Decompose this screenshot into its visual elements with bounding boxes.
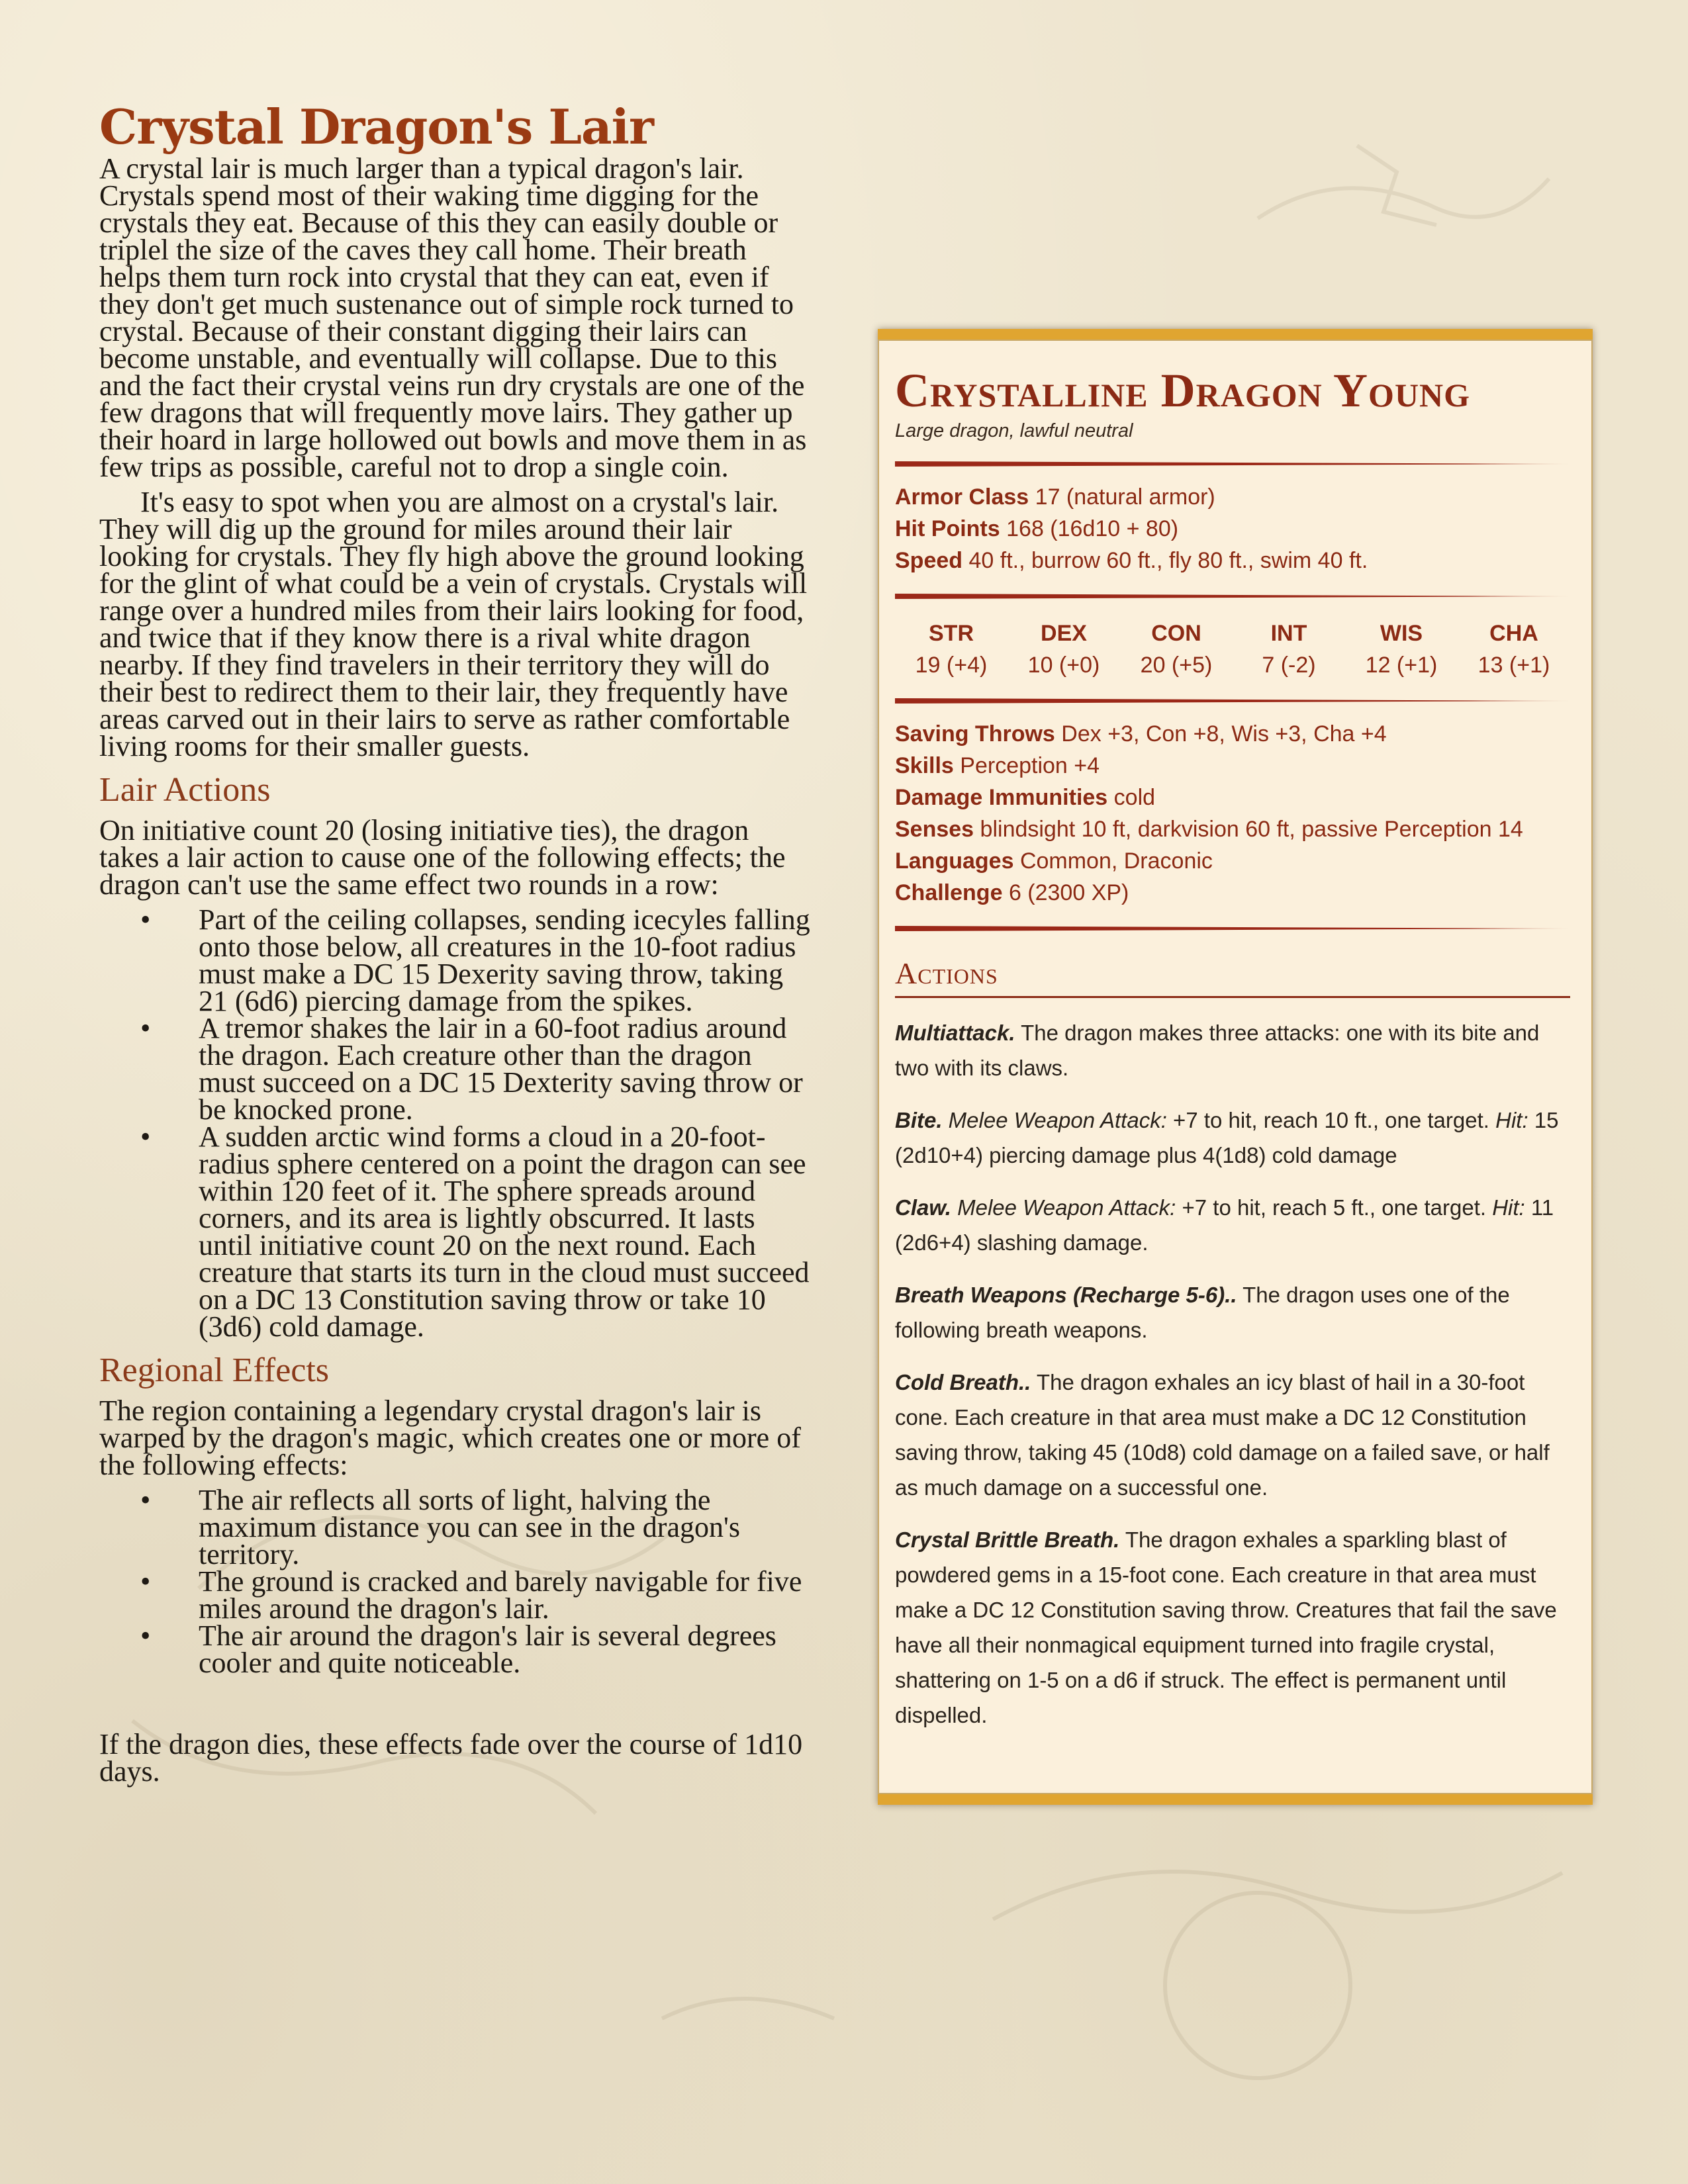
lair-actions-intro: On initiative count 20 (losing initiative ties), the dragon takes a lair action to cause one of the following effects; the dragon can't use the same effect two rounds in a row: <box>99 814 786 901</box>
action-cold-breath: Cold Breath.. The dragon exhales an icy blast of hail in a 30-foot cone. Each creature in that area must make a DC 12 Constitution saving throw, taking 45 (10d8) cold damage on a failed save, or half as much damage on a successful one. <box>895 1370 1550 1500</box>
list-item: • The air reflects all sorts of light, halving the maximum distance you can see in the dragon's territory. <box>199 1486 814 1568</box>
regional-effects-outro: If the dragon dies, these effects fade over the course of 1d10 days. <box>99 1728 803 1788</box>
main-column <box>99 99 814 1788</box>
actions-heading: Actions <box>895 954 1570 998</box>
regional-effects-intro: The region containing a legendary crystal dragon's lair is warped by the dragon's magic, which creates one or more of the following effects: <box>99 1394 801 1481</box>
divider <box>895 461 1570 467</box>
ability-con: CON 20 (+5) <box>1140 621 1213 678</box>
ability-scores <box>895 614 1570 681</box>
armor-class: Armor Class 17 (natural armor) <box>895 484 1215 510</box>
intro-paragraph-1: A crystal lair is much larger than a typical dragon's lair. Crystals spend most of their waking time digging for the crystals they eat. Because of this they can easily double or triplel the size of the caves they call home. Their breath helps them turn rock into crystal that they can eat, even if they don't get much sustenance out of simple rock turned to crystal. Because of their constant digging their lairs can become unstable, and eventually will collapse. Due to this and the fact their crystal veins run dry crystals are one of the few dragons that will frequently move lairs. They gather up their hoard in large hollowed out bowls and move them in as few trips as possible, careful not to drop a single coin. <box>99 152 807 483</box>
action-crystal-brittle-breath: Crystal Brittle Breath. The dragon exhales a sparkling blast of powdered gems in a 15-foot cone. Each creature in that area must make a DC 12 Constitution saving throw. Creatures that fail the save have all their nonmagical equipment turned into fragile crystal, shattering on 1-5 on a d6 if struck. The effect is permanent until dispelled. <box>895 1527 1557 1727</box>
action-bite: Bite. Melee Weapon Attack: +7 to hit, reach 10 ft., one target. Hit: 15 (2d10+4) piercing damage plus 4(1d8) cold damage <box>895 1108 1559 1167</box>
saving-throws: Saving Throws Dex +3, Con +8, Wis +3, Cha +4 <box>895 721 1387 747</box>
regional-effects-heading: Regional Effects <box>99 1351 330 1389</box>
creature-name: Crystalline Dragon Young <box>895 364 1471 417</box>
page-title: Crystal Dragon's Lair <box>99 99 653 155</box>
action-claw: Claw. Melee Weapon Attack: +7 to hit, reach 5 ft., one target. Hit: 11 (2d6+4) slashing damage. <box>895 1195 1554 1255</box>
list-item: • A tremor shakes the lair in a 60-foot radius around the dragon. Each creature other than the dragon must succeed on a DC 15 Dexterity saving throw or be knocked prone. <box>199 1015 814 1123</box>
ability-dex: DEX 10 (+0) <box>1027 621 1100 678</box>
damage-immunities: Damage Immunities cold <box>895 785 1156 810</box>
stat-block <box>878 329 1593 1805</box>
divider <box>895 926 1570 931</box>
creature-type: Large dragon, lawful neutral <box>895 420 1133 441</box>
regional-effects-list <box>99 1484 814 1679</box>
intro-paragraph-2: It's easy to spot when you are almost on a crystal's lair. They will dig up the ground for miles around their lair looking for crystals. They fly high above the ground looking for the glint of what could be a vein of crystals. Crystals will range over a hundred miles from their lairs looking for food, and twice that if they know there is a rival white dragon nearby. If they find travelers in their territory they will do their best to redirect them to their lair, they frequently have areas carved out in their lairs to serve as rather comfortable living rooms for their smaller guests. <box>99 486 808 762</box>
senses: Senses blindsight 10 ft, darkvision 60 ft, passive Perception 14 <box>895 817 1523 842</box>
divider <box>895 698 1570 704</box>
skills: Skills Perception +4 <box>895 753 1100 778</box>
divider <box>895 594 1570 599</box>
lair-actions-heading: Lair Actions <box>99 771 271 809</box>
action-breath-weapons: Breath Weapons (Recharge 5-6).. The dragon uses one of the following breath weapons. <box>895 1283 1510 1342</box>
action-multiattack: Multiattack. The dragon makes three attacks: one with its bite and two with its claws. <box>895 1021 1540 1080</box>
list-item: • The air around the dragon's lair is several degrees cooler and quite noticeable. <box>199 1622 814 1676</box>
list-item: • Part of the ceiling collapses, sending icecyles falling onto those below, all creatures in the 10-foot radius must make a DC 15 Dexerity saving throw, taking 21 (6d6) piercing damage from the spikes. <box>199 906 814 1015</box>
ability-int: INT 7 (-2) <box>1262 621 1316 678</box>
languages: Languages Common, Draconic <box>895 848 1213 874</box>
lair-actions-list <box>99 903 814 1343</box>
ability-cha: CHA 13 (+1) <box>1477 621 1550 678</box>
hit-points: Hit Points 168 (16d10 + 80) <box>895 516 1179 541</box>
challenge: Challenge 6 (2300 XP) <box>895 880 1129 905</box>
ability-wis: WIS 12 (+1) <box>1365 621 1438 678</box>
spacer <box>99 1676 814 1731</box>
list-item: • A sudden arctic wind forms a cloud in a 20-foot-radius sphere centered on a point the dragon can see within 120 feet of it. The sphere spreads around corners, and its area is lightly obscurred. It lasts until initiative count 20 on the next round. Each creature that starts its turn in the cloud must succeed on a DC 13 Constitution saving throw or take 10 (3d6) cold damage. <box>199 1123 814 1340</box>
ability-str: STR 19 (+4) <box>915 621 988 678</box>
speed: Speed 40 ft., burrow 60 ft., fly 80 ft., swim 40 ft. <box>895 548 1368 573</box>
list-item: • The ground is cracked and barely navigable for five miles around the dragon's lair. <box>199 1568 814 1622</box>
